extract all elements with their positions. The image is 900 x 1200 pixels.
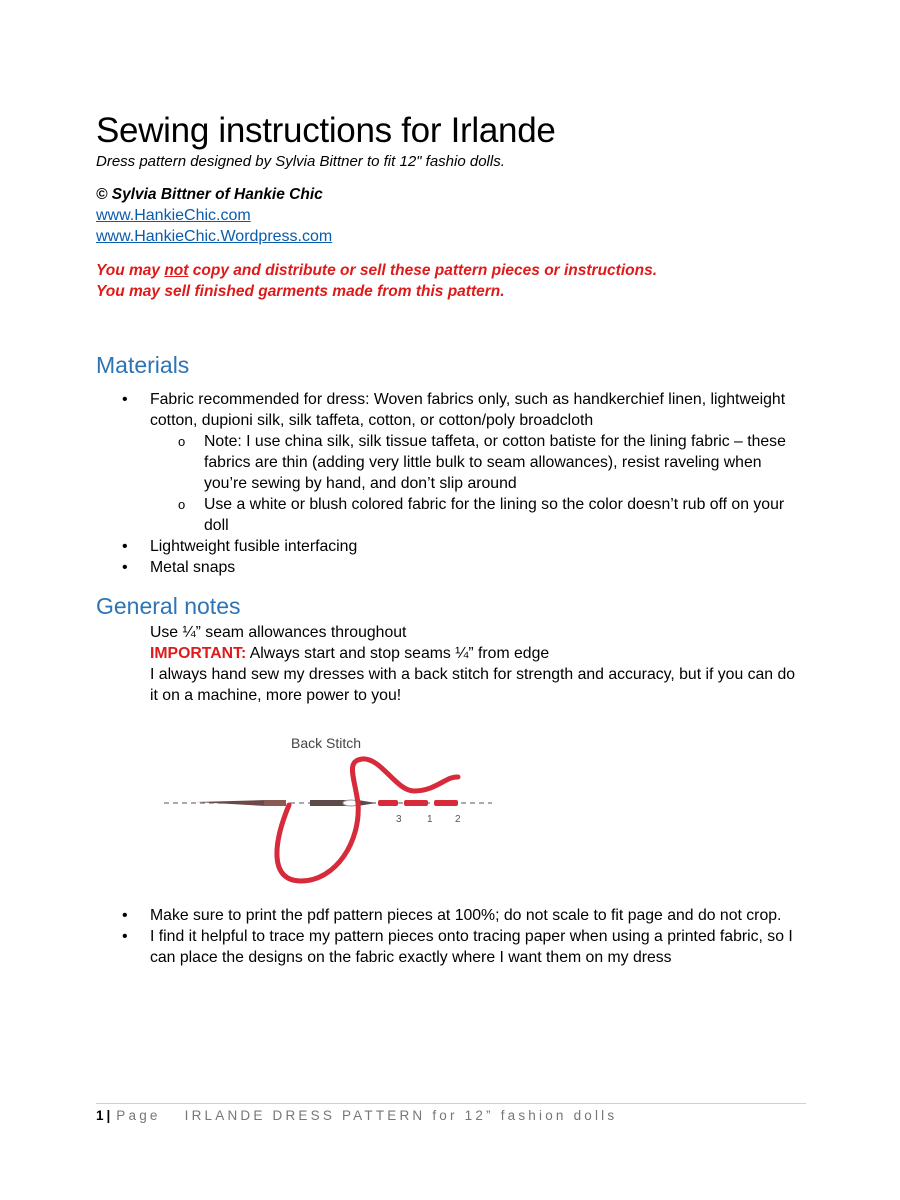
document-page: [96, 110, 806, 968]
materials-list: [96, 389, 806, 578]
list-item: [96, 643, 806, 664]
list-item: I always hand sew my dresses with a back stitch for strength and accuracy, but if you can do it on a machine, more power to you!: [150, 666, 796, 704]
list-item: o Note: I use china silk, silk tissue taffeta, or cotton batiste for the lining fabric – these fabrics are thin (adding very little bulk to seam allowances), resist raveling when you’re sewing by hand, and don’t slip around: [150, 431, 806, 494]
copy-warning: [96, 260, 806, 281]
back-stitch-diagram: [96, 721, 806, 893]
back-stitch-illustration: [96, 721, 806, 893]
page-word: Page: [116, 1108, 161, 1123]
blog-link[interactable]: www.HankieChic.Wordpress.com: [96, 228, 333, 245]
important-label: IMPORTANT:: [150, 645, 247, 662]
stitch-label-2: 2: [455, 814, 461, 825]
footer-separator: |: [106, 1108, 111, 1123]
document-subtitle: Dress pattern designed by Sylvia Bittner to fit 12" fashio dolls.: [96, 153, 505, 170]
page-number: 1: [96, 1108, 104, 1123]
diagram-title: Back Stitch: [290, 735, 362, 751]
footer-title: IRLANDE DRESS PATTERN for 12” fashion dolls: [184, 1108, 618, 1123]
sell-notice: You may sell finished garments made from this pattern.: [96, 283, 505, 300]
stitch-segment: [404, 800, 428, 806]
list-item: • Metal snaps: [96, 557, 806, 578]
stitch-label-1: 1: [427, 814, 433, 825]
page-footer: [96, 1103, 806, 1123]
stitch-label-3: 3: [396, 814, 402, 825]
stitch-segment: [434, 800, 458, 806]
list-item: • Make sure to print the pdf pattern pieces at 100%; do not scale to fit page and do not crop.: [96, 905, 806, 926]
website-link[interactable]: www.HankieChic.com: [96, 207, 251, 224]
stitch-segment: [378, 800, 398, 806]
document-title: Sewing instructions for Irlande: [96, 111, 556, 150]
list-item-text: Fabric recommended for dress: Woven fabrics only, such as handkerchief linen, lightweight cotton, dupioni silk, silk taffeta, cotton, or cotton/poly broadcloth: [150, 391, 786, 429]
important-text: Always start and stop seams ¼” from edge: [246, 645, 550, 662]
general-notes-heading: General notes: [96, 593, 241, 619]
list-item: • Lightweight fusible interfacing: [96, 536, 806, 557]
notes-list-continued: [96, 905, 806, 968]
materials-heading: Materials: [96, 352, 190, 378]
needle-left: [196, 800, 266, 806]
materials-sublist: [150, 431, 806, 536]
list-item: • I find it helpful to trace my pattern pieces onto tracing paper when using a printed fabric, so I can place the designs on the fabric exactly where I want them on my dress: [96, 926, 806, 968]
warning-text: You may: [96, 262, 165, 279]
warning-text: copy and distribute or sell these pattern pieces or instructions.: [188, 262, 658, 279]
needle-left-eye: [264, 800, 286, 806]
copyright-notice: © Sylvia Bittner of Hankie Chic: [96, 186, 323, 203]
list-item: [96, 389, 806, 536]
notes-list: [96, 622, 806, 706]
list-item: o Use a white or blush colored fabric for the lining so the color doesn’t rub off on your doll: [150, 494, 806, 536]
warning-emphasis: not: [164, 262, 189, 279]
list-item: Use ¼” seam allowances throughout: [150, 624, 407, 641]
